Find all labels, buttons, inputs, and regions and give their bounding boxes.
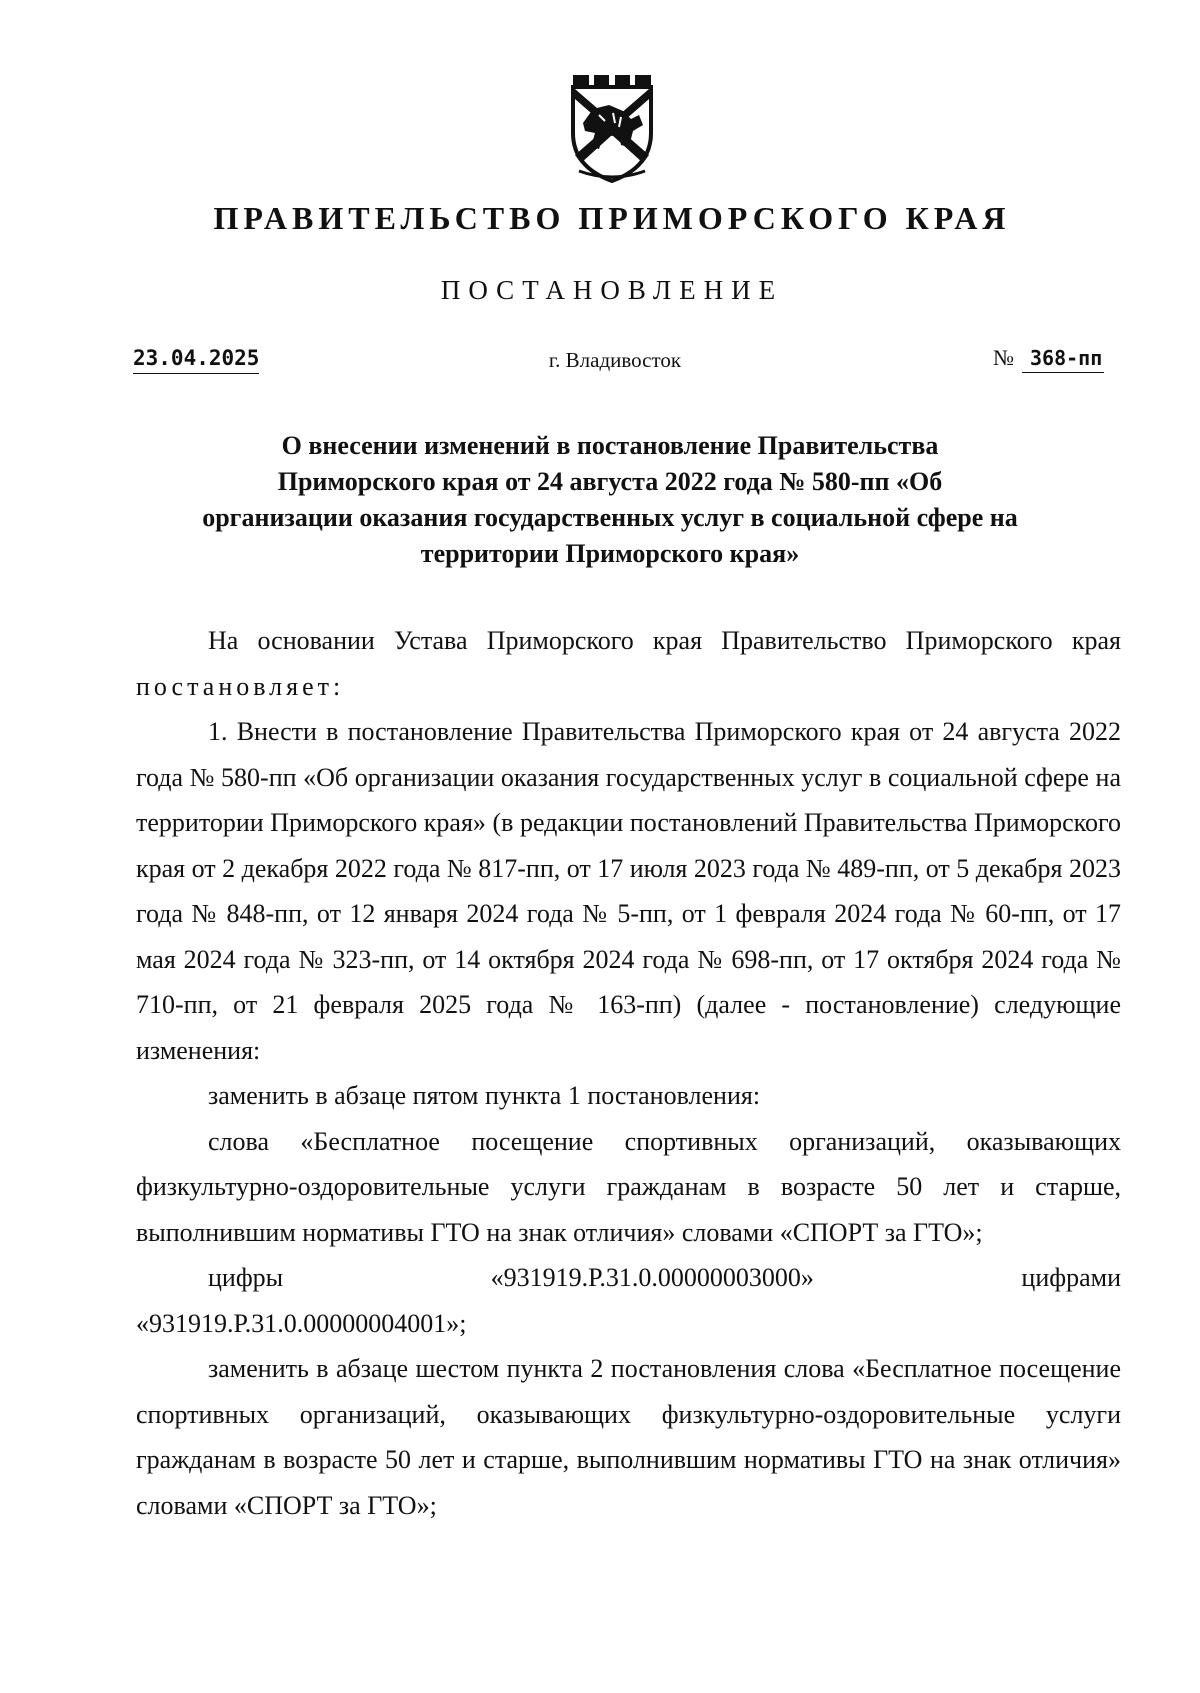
number-value: 368-пп bbox=[1022, 346, 1104, 373]
digits-replacement-row bbox=[136, 1255, 1121, 1301]
number-sign: № bbox=[993, 345, 1014, 370]
digits-new-code: «931919.Р.31.0.00000004001»; bbox=[136, 1308, 467, 1338]
preamble-verb: постановляет: bbox=[136, 671, 345, 701]
change-words-paragraph: слова «Бесплатное посещение спортивных организаций, оказывающих физкультурно-оздоровительные услуги гражданам в возрасте 50 лет и старше, выполнившим нормативы ГТО на знак отличия» словами «СПОРТ за ГТО»; bbox=[136, 1126, 1121, 1247]
government-title: ПРАВИТЕЛЬСТВО ПРИМОРСКОГО КРАЯ bbox=[213, 200, 1011, 236]
digits-word: цифры bbox=[208, 1263, 284, 1292]
preamble-text: На основании Устава Приморского края Правительство Приморского края bbox=[208, 626, 1121, 655]
document-subject: О внесении изменений в постановление Правительства Приморского края от 24 августа 2022 года № 580-пп «Об организации оказания государственных услуг в социальной сфере на территории Приморского края» bbox=[202, 431, 1018, 568]
change-intro-paragraph: заменить в абзаце пятом пункта 1 постановления: bbox=[208, 1081, 761, 1110]
document-type: ПОСТАНОВЛЕНИЕ bbox=[440, 275, 784, 305]
digits-old-code: «931919.Р.31.0.00000003000» bbox=[490, 1263, 814, 1292]
document-date: 23.04.2025 bbox=[133, 346, 259, 374]
primorsky-coat-of-arms-icon bbox=[569, 75, 655, 185]
preamble-paragraph bbox=[136, 618, 1121, 709]
item-1-paragraph: 1. Внести в постановление Правительства Приморского края от 24 августа 2022 года № 580-пп «Об организации оказания государственных услуг в социальной сфере на территории Приморского края» (в редакции постановлений Правительства Приморского края от 2 декабря 2022 года № 817-пп, от 17 июля 2023 года № 489-пп, от 5 декабря 2023 года № 848-пп, от 12 января 2024 года № 5-пп, от 1 февраля 2024 года № 60-пп, от 17 мая 2024 года № 323-пп, от 14 октября 2024 года № 698-пп, от 17 октября 2024 года № 710-пп, от 21 февраля 2025 года № 163-пп) (далее - постановление) следующие изменения: bbox=[136, 717, 1121, 1065]
digits-with-word: цифрами bbox=[1021, 1263, 1121, 1292]
document-number bbox=[993, 345, 1104, 373]
document-body bbox=[136, 618, 1121, 1528]
document-city: г. Владивосток bbox=[548, 348, 682, 372]
change-paragraph-2: заменить в абзаце шестом пункта 2 постановления слова «Бесплатное посещение спортивных организаций, оказывающих физкультурно-оздоровительные услуги гражданам в возрасте 50 лет и старше, выполнившим нормативы ГТО на знак отличия» словами «СПОРТ за ГТО»; bbox=[136, 1354, 1121, 1520]
